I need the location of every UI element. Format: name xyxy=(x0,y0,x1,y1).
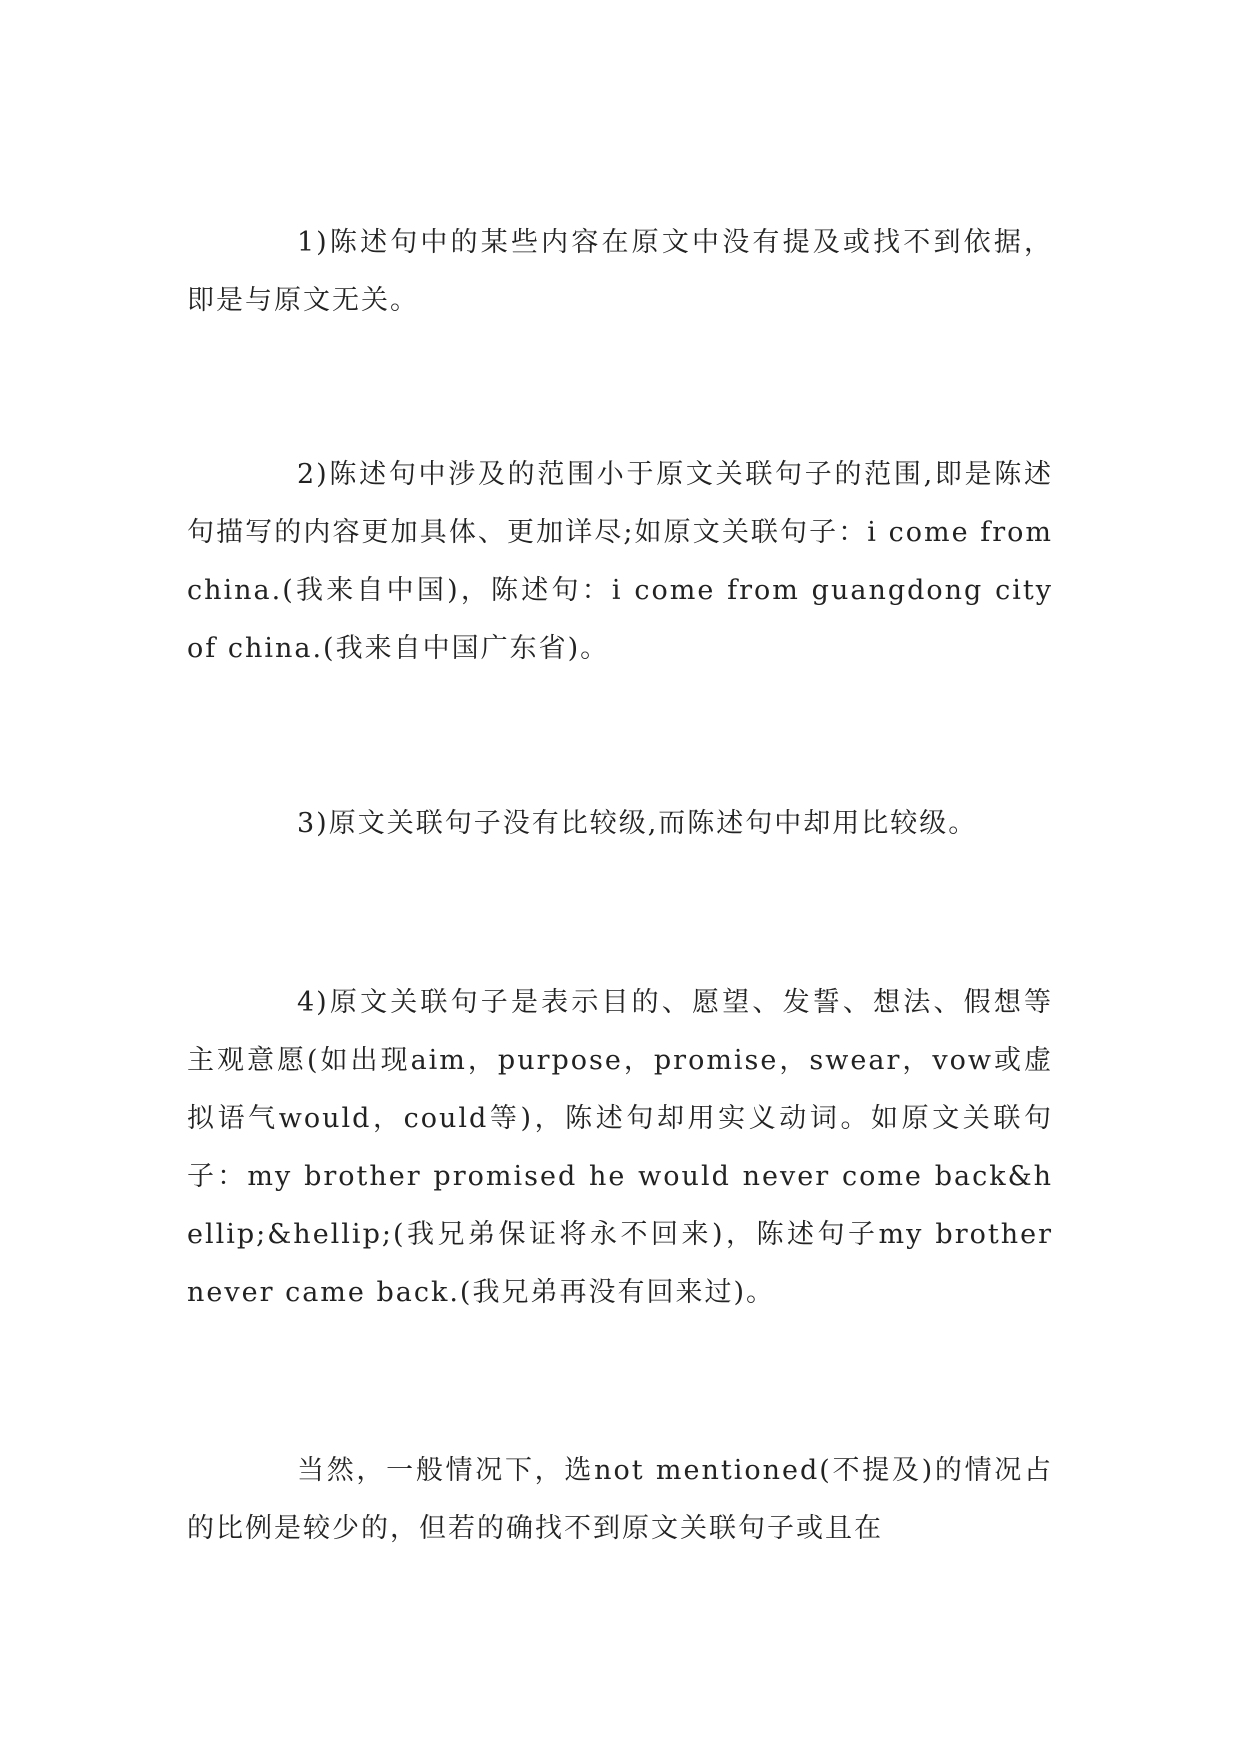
paragraph-3: 3)原文关联句子没有比较级,而陈述句中却用比较级。 xyxy=(297,808,978,839)
paragraph-1: 1)陈述句中的某些内容在原文中没有提及或找不到依据，即是与原文无关。 xyxy=(187,227,1053,316)
paragraph-4: 4)原文关联句子是表示目的、愿望、发誓、想法、假想等主观意愿(如出现aim，purpose，promise，swear，vow或虚拟语气would，could等)，陈述句却用实义动词。如原文关联句子：my brother promised he would never come back&hellip;&hellip;(我兄弟保证将永不回来)，陈述句子my brother never came back.(我兄弟再没有回来过)。 xyxy=(187,987,1053,1308)
paragraph-2: 2)陈述句中涉及的范围小于原文关联句子的范围,即是陈述句描写的内容更加具体、更加详尽;如原文关联句子：i come from china.(我来自中国)，陈述句：i come from guangdong city of china.(我来自中国广东省)。 xyxy=(187,459,1053,664)
paragraph-5: 当然，一般情况下，选not mentioned(不提及)的情况占的比例是较少的，但若的确找不到原文关联句子或且在 xyxy=(187,1455,1053,1544)
